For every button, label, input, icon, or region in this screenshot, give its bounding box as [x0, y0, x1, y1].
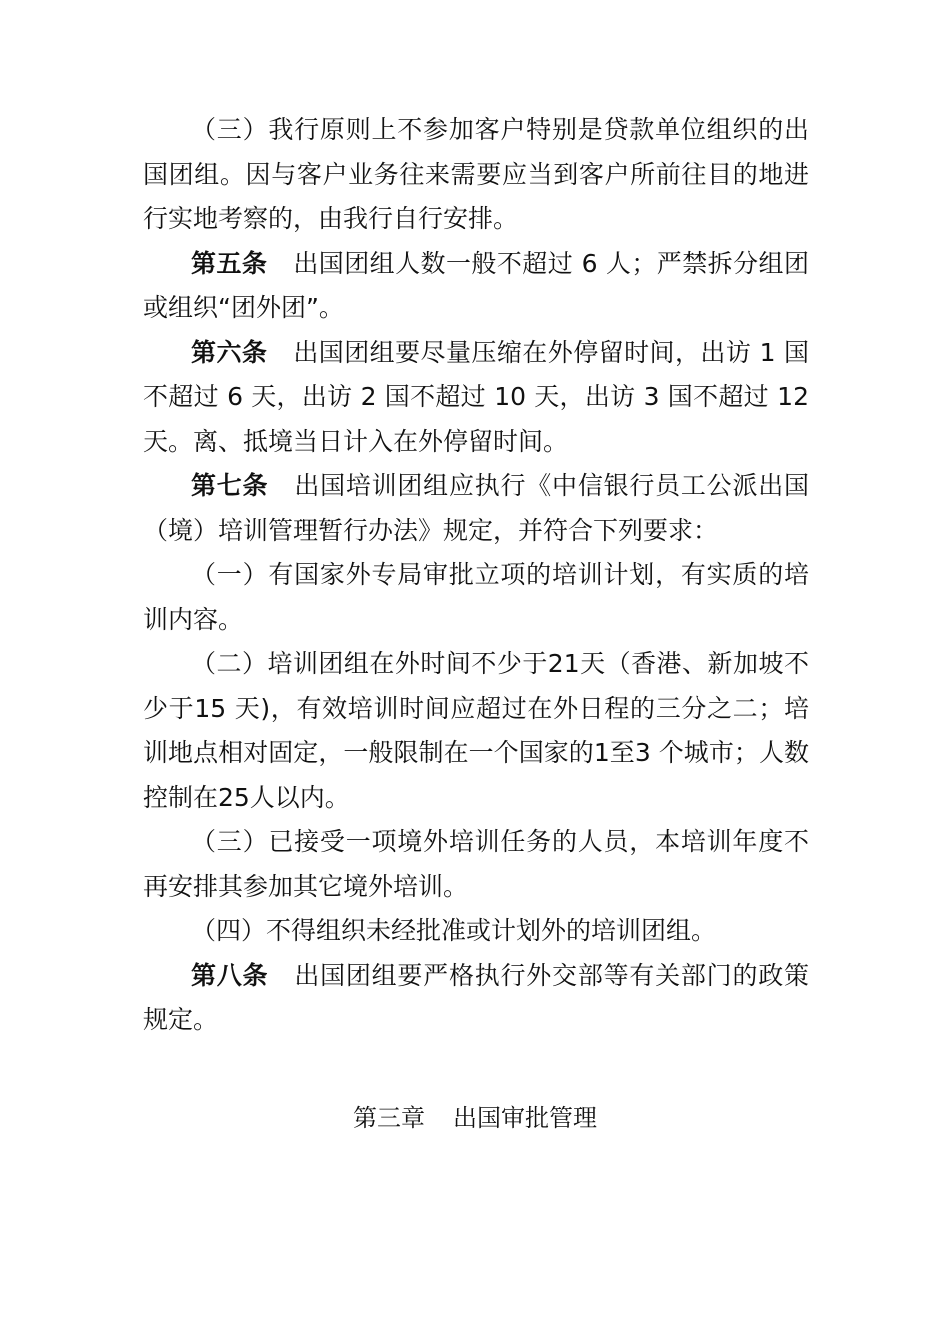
paragraph-text: （三）已接受一项境外培训任务的人员，本培训年度不再安排其参加其它境外培训。: [143, 827, 809, 901]
article-label: 第八条: [191, 960, 269, 990]
article-6: [143, 331, 809, 465]
document-body: [143, 108, 809, 1043]
paragraph-text: （二）培训团组在外时间不少于21天（香港、新加坡不少于15 天)，有效培训时间应超过在外日程的三分之二；培训地点相对固定，一般限制在一个国家的1至3 个城市；人数控制在25人以内。: [143, 649, 809, 812]
article-5: [143, 242, 809, 331]
article-7-item-3: [143, 820, 809, 909]
article-text: 出国培训团组应执行《中信银行员工公派出国（境）培训管理暂行办法》规定，并符合下列要求：: [143, 471, 809, 545]
article-text: 出国团组人数一般不超过 6 人；严禁拆分组团或组织“团外团”。: [143, 248, 809, 322]
article-label: 第五条: [191, 248, 268, 278]
article-7-item-2: [143, 642, 809, 820]
paragraph-text: （一）有国家外专局审批立项的培训计划，有实质的培训内容。: [143, 560, 809, 634]
article-label: 第六条: [191, 337, 268, 367]
article-text: 出国团组要尽量压缩在外停留时间，出访 1 国不超过 6 天，出访 2 国不超过 10 天，出访 3 国不超过 12 天。离、抵境当日计入在外停留时间。: [143, 337, 809, 456]
article-7-item-4: [143, 909, 809, 954]
chapter-number: 第三章: [353, 1104, 425, 1132]
paragraph-text: （三）我行原则上不参加客户特别是贷款单位组织的出国团组。因与客户业务往来需要应当到客户所前往目的地进行实地考察的，由我行自行安排。: [143, 115, 809, 233]
article-7-item-1: [143, 553, 809, 642]
article-text: 出国团组要严格执行外交部等有关部门的政策规定。: [143, 960, 809, 1034]
article-8: [143, 954, 809, 1043]
article-7: [143, 464, 809, 553]
paragraph-text: （四）不得组织未经批准或计划外的培训团组。: [191, 916, 717, 945]
chapter-title: 出国审批管理: [453, 1104, 597, 1132]
paragraph-3-clause-three: [143, 108, 809, 242]
article-label: 第七条: [191, 471, 269, 500]
chapter-heading: [0, 1096, 950, 1140]
